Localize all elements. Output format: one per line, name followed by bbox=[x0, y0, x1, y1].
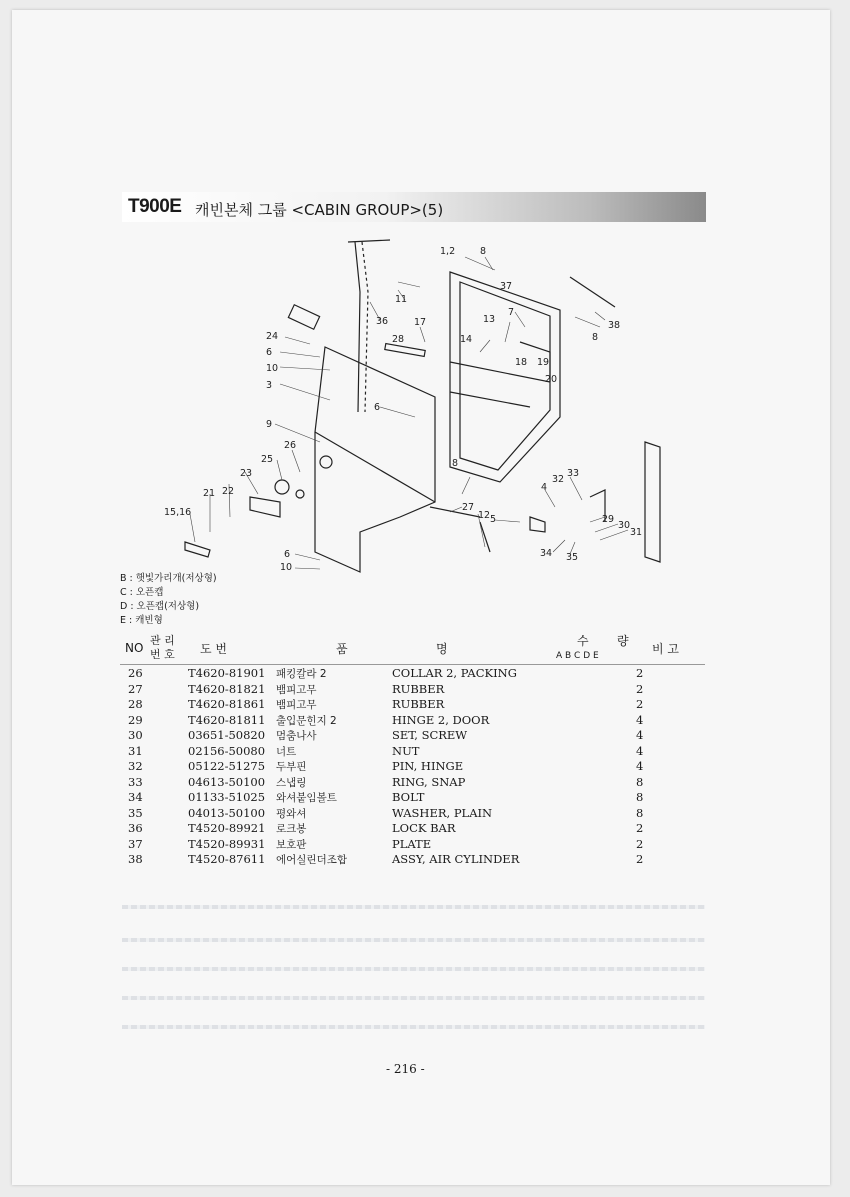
legend-item: D : 오픈캡(저상형) bbox=[120, 601, 200, 612]
bleed-through-line bbox=[122, 1025, 705, 1029]
callout-number: 22 bbox=[222, 486, 235, 497]
callout-number: 36 bbox=[376, 316, 389, 327]
header-name-left: 품 bbox=[336, 642, 348, 656]
callout-number: 24 bbox=[266, 331, 279, 342]
callout-number: 37 bbox=[500, 281, 513, 292]
callout-number: 27 bbox=[462, 502, 475, 513]
callout-number: 8 bbox=[480, 246, 487, 257]
header-no: NO bbox=[125, 641, 144, 655]
legend-item: E : 캐빈형 bbox=[120, 615, 163, 626]
callout-number: 34 bbox=[540, 548, 553, 559]
header-name-right: 명 bbox=[436, 642, 448, 656]
callout-number: 9 bbox=[266, 419, 273, 430]
callout-number: 5 bbox=[490, 514, 497, 525]
page-number: - 216 - bbox=[386, 1062, 425, 1076]
callout-number: 35 bbox=[566, 552, 579, 563]
callout-number: 8 bbox=[452, 458, 459, 469]
callout-number: 4 bbox=[541, 482, 548, 493]
callout-number: 11 bbox=[395, 294, 408, 305]
callout-number: 10 bbox=[266, 363, 279, 374]
bleed-through-line bbox=[122, 938, 705, 942]
callout-number: 25 bbox=[261, 454, 274, 465]
callout-number: 38 bbox=[608, 320, 621, 331]
callout-number: 33 bbox=[567, 468, 580, 479]
callout-number: 23 bbox=[240, 468, 253, 479]
callout-number: 7 bbox=[508, 307, 515, 318]
header-qty-right: 량 bbox=[617, 634, 629, 648]
callout-number: 21 bbox=[203, 488, 216, 499]
legend-item: B : 햇빛가리개(저상형) bbox=[120, 573, 217, 584]
callout-number: 17 bbox=[414, 317, 427, 328]
callout-number: 6 bbox=[266, 347, 273, 358]
callout-number: 14 bbox=[460, 334, 473, 345]
callout-number: 6 bbox=[284, 549, 291, 560]
callout-number: 18 bbox=[515, 357, 528, 368]
group-title: 캐빈본체 그룹 <CABIN GROUP>(5) bbox=[195, 201, 444, 219]
bleed-through-line bbox=[122, 967, 705, 971]
callout-number: 1,2 bbox=[440, 246, 456, 257]
header-remarks: 비 고 bbox=[652, 642, 679, 656]
header-mgmt-bottom: 번 호 bbox=[150, 648, 175, 661]
bleed-through-line bbox=[122, 905, 705, 909]
cabin-parts-diagram bbox=[150, 232, 690, 577]
header-divider bbox=[120, 664, 705, 665]
callout-number: 6 bbox=[374, 402, 381, 413]
callout-number: 32 bbox=[552, 474, 565, 485]
header-qty-left: 수 bbox=[577, 634, 589, 648]
bleed-through-line bbox=[122, 996, 705, 1000]
callout-number: 31 bbox=[630, 527, 643, 538]
header-mgmt-top: 관 리 bbox=[150, 634, 175, 647]
callout-number: 28 bbox=[392, 334, 405, 345]
model-name: T900E bbox=[128, 196, 182, 217]
callout-number: 12 bbox=[478, 510, 491, 521]
callout-number: 19 bbox=[537, 357, 550, 368]
legend-item: C : 오픈캡 bbox=[120, 587, 164, 598]
header-qty-cols: A B C D E bbox=[556, 651, 599, 661]
callout-number: 3 bbox=[266, 380, 273, 391]
callout-number: 15,16 bbox=[164, 507, 192, 518]
callout-number: 10 bbox=[280, 562, 293, 573]
callout-number: 26 bbox=[284, 440, 297, 451]
callout-number: 8 bbox=[592, 332, 599, 343]
callout-number: 13 bbox=[483, 314, 496, 325]
callout-number: 20 bbox=[545, 374, 558, 385]
legend bbox=[120, 572, 217, 628]
header-drawing: 도 번 bbox=[200, 642, 227, 656]
callout-number: 30 bbox=[618, 520, 631, 531]
callout-number: 29 bbox=[602, 514, 615, 525]
